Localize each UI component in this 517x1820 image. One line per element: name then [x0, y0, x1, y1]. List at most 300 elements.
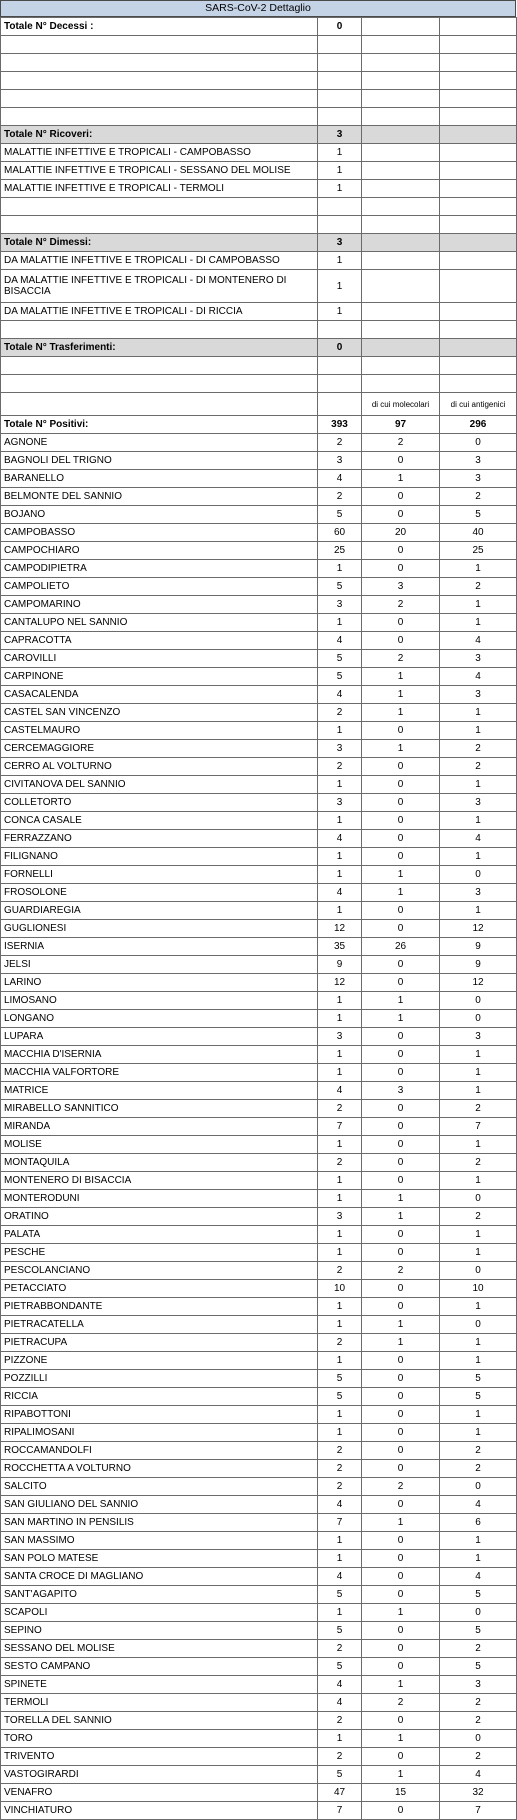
- comune-row: [1, 902, 517, 920]
- comune-antigenici: 12: [440, 920, 517, 938]
- comune-antigenici: 7: [440, 1802, 517, 1820]
- comune-molecolari: 0: [362, 542, 440, 560]
- comune-total: 4: [318, 830, 362, 848]
- empty-cell: [440, 162, 517, 180]
- comune-total: 1: [318, 866, 362, 884]
- comune-name: AGNONE: [1, 434, 318, 452]
- empty-cell: [362, 339, 440, 357]
- comune-row: [1, 1280, 517, 1298]
- comune-molecolari: 0: [362, 1370, 440, 1388]
- positivi-total-value: 393: [318, 416, 362, 434]
- trasferimenti-total-label: Totale N° Trasferimenti:: [1, 339, 318, 357]
- comune-molecolari: 0: [362, 776, 440, 794]
- comune-molecolari: 0: [362, 506, 440, 524]
- comune-name: CIVITANOVA DEL SANNIO: [1, 776, 318, 794]
- comune-total: 7: [318, 1802, 362, 1820]
- decessi-total-value: 0: [318, 18, 362, 36]
- trasferimenti-total-value: 0: [318, 339, 362, 357]
- comune-row: [1, 812, 517, 830]
- empty-cell: [440, 54, 517, 72]
- empty-row: [1, 36, 517, 54]
- empty-cell: [318, 375, 362, 393]
- comune-name: FROSOLONE: [1, 884, 318, 902]
- comune-total: 4: [318, 1496, 362, 1514]
- comune-total: 1: [318, 722, 362, 740]
- comune-total: 3: [318, 1028, 362, 1046]
- comune-row: [1, 542, 517, 560]
- empty-cell: [440, 303, 517, 321]
- comune-name: SEPINO: [1, 1622, 318, 1640]
- comune-molecolari: 0: [362, 1568, 440, 1586]
- comune-total: 1: [318, 992, 362, 1010]
- comune-molecolari: 2: [362, 650, 440, 668]
- comune-molecolari: 0: [362, 812, 440, 830]
- comune-total: 2: [318, 1334, 362, 1352]
- empty-cell: [1, 393, 318, 416]
- comune-antigenici: 3: [440, 1676, 517, 1694]
- comune-total: 9: [318, 956, 362, 974]
- comune-molecolari: 0: [362, 1640, 440, 1658]
- comune-name: CANTALUPO NEL SANNIO: [1, 614, 318, 632]
- comune-row: [1, 1442, 517, 1460]
- comune-antigenici: 12: [440, 974, 517, 992]
- comune-total: 4: [318, 1694, 362, 1712]
- empty-row: [1, 357, 517, 375]
- comune-molecolari: 0: [362, 1496, 440, 1514]
- comune-row: [1, 686, 517, 704]
- comune-name: FORNELLI: [1, 866, 318, 884]
- comune-row: [1, 1154, 517, 1172]
- comune-antigenici: 2: [440, 1460, 517, 1478]
- dimessi-row: [1, 252, 517, 270]
- ricoveri-total-value: 3: [318, 126, 362, 144]
- comune-antigenici: 3: [440, 1028, 517, 1046]
- comune-total: 1: [318, 1730, 362, 1748]
- comune-row: [1, 1352, 517, 1370]
- comune-molecolari: 0: [362, 1244, 440, 1262]
- comune-antigenici: 0: [440, 866, 517, 884]
- comune-total: 2: [318, 704, 362, 722]
- comune-molecolari: 0: [362, 1658, 440, 1676]
- empty-cell: [362, 198, 440, 216]
- comune-row: [1, 488, 517, 506]
- comune-row: [1, 1424, 517, 1442]
- comune-total: 1: [318, 614, 362, 632]
- comune-total: 35: [318, 938, 362, 956]
- comune-total: 1: [318, 560, 362, 578]
- ricoveri-name: MALATTIE INFETTIVE E TROPICALI - CAMPOBASSO: [1, 144, 318, 162]
- empty-cell: [318, 72, 362, 90]
- comune-total: 2: [318, 1478, 362, 1496]
- comune-name: PIETRACATELLA: [1, 1316, 318, 1334]
- comune-molecolari: 0: [362, 722, 440, 740]
- comune-antigenici: 5: [440, 1658, 517, 1676]
- empty-cell: [440, 234, 517, 252]
- comune-name: CAMPODIPIETRA: [1, 560, 318, 578]
- empty-cell: [362, 36, 440, 54]
- comune-antigenici: 1: [440, 1334, 517, 1352]
- comune-molecolari: 0: [362, 452, 440, 470]
- comune-row: [1, 1568, 517, 1586]
- dimessi-total-row: [1, 234, 517, 252]
- comune-total: 4: [318, 686, 362, 704]
- comune-molecolari: 0: [362, 1406, 440, 1424]
- comune-name: MIRABELLO SANNITICO: [1, 1100, 318, 1118]
- comune-row: [1, 1532, 517, 1550]
- comune-antigenici: 1: [440, 1226, 517, 1244]
- comune-name: POZZILLI: [1, 1370, 318, 1388]
- decessi-total-row: [1, 18, 517, 36]
- trasferimenti-total-row: [1, 339, 517, 357]
- comune-name: VASTOGIRARDI: [1, 1766, 318, 1784]
- comune-name: CAPRACOTTA: [1, 632, 318, 650]
- comune-row: [1, 1604, 517, 1622]
- comune-antigenici: 2: [440, 758, 517, 776]
- comune-row: [1, 668, 517, 686]
- comune-row: [1, 1712, 517, 1730]
- comune-total: 2: [318, 1154, 362, 1172]
- comune-antigenici: 9: [440, 956, 517, 974]
- comune-name: PALATA: [1, 1226, 318, 1244]
- comune-total: 1: [318, 1352, 362, 1370]
- empty-row: [1, 375, 517, 393]
- comune-molecolari: 15: [362, 1784, 440, 1802]
- comune-row: [1, 1730, 517, 1748]
- comune-antigenici: 1: [440, 902, 517, 920]
- comune-row: [1, 1316, 517, 1334]
- comune-name: CAMPOBASSO: [1, 524, 318, 542]
- comune-name: RICCIA: [1, 1388, 318, 1406]
- empty-row: [1, 90, 517, 108]
- comune-total: 1: [318, 1136, 362, 1154]
- empty-cell: [440, 375, 517, 393]
- comune-row: [1, 506, 517, 524]
- comune-name: MONTAQUILA: [1, 1154, 318, 1172]
- comune-antigenici: 2: [440, 488, 517, 506]
- comune-molecolari: 0: [362, 1622, 440, 1640]
- empty-cell: [362, 303, 440, 321]
- comune-molecolari: 2: [362, 1478, 440, 1496]
- comune-antigenici: 9: [440, 938, 517, 956]
- comune-total: 1: [318, 1532, 362, 1550]
- comune-antigenici: 2: [440, 1442, 517, 1460]
- empty-cell: [362, 180, 440, 198]
- comune-antigenici: 2: [440, 578, 517, 596]
- dimessi-total-value: 3: [318, 234, 362, 252]
- detail-table: [0, 17, 517, 1820]
- comune-total: 25: [318, 542, 362, 560]
- comune-total: 1: [318, 1046, 362, 1064]
- comune-molecolari: 0: [362, 1460, 440, 1478]
- comune-name: TRIVENTO: [1, 1748, 318, 1766]
- comune-total: 5: [318, 1658, 362, 1676]
- comune-total: 1: [318, 1604, 362, 1622]
- comune-name: MACCHIA D'ISERNIA: [1, 1046, 318, 1064]
- comune-total: 2: [318, 1748, 362, 1766]
- comune-antigenici: 4: [440, 632, 517, 650]
- empty-cell: [440, 72, 517, 90]
- comune-antigenici: 5: [440, 1388, 517, 1406]
- empty-cell: [440, 108, 517, 126]
- comune-antigenici: 2: [440, 1748, 517, 1766]
- comune-molecolari: 0: [362, 1352, 440, 1370]
- comune-row: [1, 434, 517, 452]
- comune-name: TORO: [1, 1730, 318, 1748]
- comune-antigenici: 6: [440, 1514, 517, 1532]
- ricoveri-total-label: Totale N° Ricoveri:: [1, 126, 318, 144]
- comune-row: [1, 794, 517, 812]
- dimessi-name: DA MALATTIE INFETTIVE E TROPICALI - DI CAMPOBASSO: [1, 252, 318, 270]
- comune-name: MIRANDA: [1, 1118, 318, 1136]
- comune-name: CASTELMAURO: [1, 722, 318, 740]
- empty-row: [1, 54, 517, 72]
- comune-total: 5: [318, 650, 362, 668]
- comune-molecolari: 0: [362, 1172, 440, 1190]
- ricoveri-value: 1: [318, 144, 362, 162]
- comune-molecolari: 1: [362, 866, 440, 884]
- comune-total: 5: [318, 1586, 362, 1604]
- comune-name: SPINETE: [1, 1676, 318, 1694]
- comune-antigenici: 1: [440, 1136, 517, 1154]
- comune-name: TORELLA DEL SANNIO: [1, 1712, 318, 1730]
- comune-antigenici: 0: [440, 434, 517, 452]
- comune-antigenici: 2: [440, 740, 517, 758]
- comune-name: CERCEMAGGIORE: [1, 740, 318, 758]
- comune-row: [1, 974, 517, 992]
- comune-molecolari: 1: [362, 1604, 440, 1622]
- comune-row: [1, 1298, 517, 1316]
- comune-name: MOLISE: [1, 1136, 318, 1154]
- comune-total: 10: [318, 1280, 362, 1298]
- comune-molecolari: 1: [362, 992, 440, 1010]
- comune-total: 7: [318, 1118, 362, 1136]
- comune-antigenici: 0: [440, 1262, 517, 1280]
- comune-row: [1, 578, 517, 596]
- comune-name: PIZZONE: [1, 1352, 318, 1370]
- dimessi-name: DA MALATTIE INFETTIVE E TROPICALI - DI RICCIA: [1, 303, 318, 321]
- comune-antigenici: 1: [440, 1424, 517, 1442]
- comune-molecolari: 0: [362, 1532, 440, 1550]
- comune-antigenici: 5: [440, 1586, 517, 1604]
- comune-row: [1, 1028, 517, 1046]
- col-molecolari-header: di cui molecolari: [362, 393, 440, 416]
- comune-name: CAMPOLIETO: [1, 578, 318, 596]
- comune-name: BOJANO: [1, 506, 318, 524]
- comune-name: CASACALENDA: [1, 686, 318, 704]
- comune-name: SAN GIULIANO DEL SANNIO: [1, 1496, 318, 1514]
- comune-antigenici: 4: [440, 668, 517, 686]
- comune-name: SESTO CAMPANO: [1, 1658, 318, 1676]
- empty-cell: [440, 252, 517, 270]
- positivi-total-row: [1, 416, 517, 434]
- comune-molecolari: 0: [362, 1550, 440, 1568]
- dimessi-row: [1, 270, 517, 303]
- comune-total: 4: [318, 1082, 362, 1100]
- comune-antigenici: 1: [440, 1550, 517, 1568]
- comune-row: [1, 1766, 517, 1784]
- comune-antigenici: 0: [440, 992, 517, 1010]
- comune-name: FERRAZZANO: [1, 830, 318, 848]
- comune-antigenici: 1: [440, 812, 517, 830]
- comune-antigenici: 0: [440, 1478, 517, 1496]
- comune-total: 2: [318, 1100, 362, 1118]
- comune-molecolari: 1: [362, 1208, 440, 1226]
- comune-name: CAROVILLI: [1, 650, 318, 668]
- comune-name: CASTEL SAN VINCENZO: [1, 704, 318, 722]
- empty-cell: [362, 270, 440, 303]
- comune-antigenici: 5: [440, 1370, 517, 1388]
- empty-cell: [1, 36, 318, 54]
- empty-cell: [318, 36, 362, 54]
- empty-cell: [1, 54, 318, 72]
- empty-cell: [362, 252, 440, 270]
- empty-cell: [440, 126, 517, 144]
- ricoveri-name: MALATTIE INFETTIVE E TROPICALI - SESSANO DEL MOLISE: [1, 162, 318, 180]
- comune-row: [1, 830, 517, 848]
- comune-molecolari: 2: [362, 596, 440, 614]
- comune-row: [1, 524, 517, 542]
- comune-antigenici: 1: [440, 776, 517, 794]
- comune-row: [1, 1460, 517, 1478]
- comune-molecolari: 1: [362, 1190, 440, 1208]
- comune-row: [1, 452, 517, 470]
- comune-total: 1: [318, 812, 362, 830]
- comune-name: MONTENERO DI BISACCIA: [1, 1172, 318, 1190]
- comune-molecolari: 2: [362, 1262, 440, 1280]
- comune-row: [1, 1046, 517, 1064]
- empty-cell: [440, 90, 517, 108]
- comune-row: [1, 1118, 517, 1136]
- positivi-total-molecolari: 97: [362, 416, 440, 434]
- comune-total: 4: [318, 470, 362, 488]
- comune-molecolari: 1: [362, 1316, 440, 1334]
- empty-row: [1, 72, 517, 90]
- comune-name: SANTA CROCE DI MAGLIANO: [1, 1568, 318, 1586]
- dimessi-name: DA MALATTIE INFETTIVE E TROPICALI - DI MONTENERO DI BISACCIA: [1, 270, 318, 303]
- comune-total: 1: [318, 1316, 362, 1334]
- comune-antigenici: 40: [440, 524, 517, 542]
- comune-total: 1: [318, 1010, 362, 1028]
- comune-name: LUPARA: [1, 1028, 318, 1046]
- comune-antigenici: 0: [440, 1190, 517, 1208]
- comune-molecolari: 0: [362, 1298, 440, 1316]
- empty-cell: [1, 198, 318, 216]
- comune-row: [1, 1388, 517, 1406]
- comune-name: SAN MASSIMO: [1, 1532, 318, 1550]
- comune-antigenici: 2: [440, 1694, 517, 1712]
- comune-name: LIMOSANO: [1, 992, 318, 1010]
- empty-cell: [362, 216, 440, 234]
- comune-total: 4: [318, 632, 362, 650]
- comune-molecolari: 1: [362, 1730, 440, 1748]
- comune-molecolari: 1: [362, 704, 440, 722]
- comune-molecolari: 20: [362, 524, 440, 542]
- empty-cell: [362, 321, 440, 339]
- comune-molecolari: 1: [362, 740, 440, 758]
- empty-cell: [440, 321, 517, 339]
- comune-antigenici: 2: [440, 1640, 517, 1658]
- comune-antigenici: 3: [440, 884, 517, 902]
- empty-cell: [440, 180, 517, 198]
- comune-total: 1: [318, 902, 362, 920]
- comune-row: [1, 866, 517, 884]
- comune-row: [1, 1100, 517, 1118]
- comune-total: 2: [318, 758, 362, 776]
- comune-total: 4: [318, 1568, 362, 1586]
- empty-cell: [1, 108, 318, 126]
- comune-name: BELMONTE DEL SANNIO: [1, 488, 318, 506]
- empty-cell: [318, 357, 362, 375]
- comune-total: 2: [318, 488, 362, 506]
- comune-antigenici: 0: [440, 1730, 517, 1748]
- empty-cell: [362, 234, 440, 252]
- empty-cell: [362, 357, 440, 375]
- comune-molecolari: 1: [362, 1514, 440, 1532]
- comune-row: [1, 1262, 517, 1280]
- dimessi-value: 1: [318, 303, 362, 321]
- comune-molecolari: 26: [362, 938, 440, 956]
- comune-total: 3: [318, 1208, 362, 1226]
- comune-total: 1: [318, 1298, 362, 1316]
- empty-cell: [362, 375, 440, 393]
- comune-name: COLLETORTO: [1, 794, 318, 812]
- empty-cell: [318, 393, 362, 416]
- comune-antigenici: 4: [440, 1766, 517, 1784]
- comune-total: 5: [318, 1622, 362, 1640]
- empty-cell: [362, 144, 440, 162]
- comune-molecolari: 0: [362, 1136, 440, 1154]
- comune-molecolari: 0: [362, 1388, 440, 1406]
- comune-molecolari: 0: [362, 1046, 440, 1064]
- comune-name: CAMPOCHIARO: [1, 542, 318, 560]
- comune-name: SCAPOLI: [1, 1604, 318, 1622]
- comune-row: [1, 1784, 517, 1802]
- comune-molecolari: 0: [362, 794, 440, 812]
- ricoveri-value: 1: [318, 162, 362, 180]
- comune-antigenici: 2: [440, 1154, 517, 1172]
- empty-cell: [1, 216, 318, 234]
- comune-antigenici: 2: [440, 1208, 517, 1226]
- comune-molecolari: 0: [362, 956, 440, 974]
- comune-antigenici: 1: [440, 1298, 517, 1316]
- comune-molecolari: 0: [362, 920, 440, 938]
- comune-total: 5: [318, 506, 362, 524]
- comune-row: [1, 1136, 517, 1154]
- comune-name: SAN MARTINO IN PENSILIS: [1, 1514, 318, 1532]
- empty-cell: [318, 321, 362, 339]
- empty-cell: [440, 36, 517, 54]
- comune-antigenici: 3: [440, 794, 517, 812]
- comune-antigenici: 1: [440, 1532, 517, 1550]
- ricoveri-value: 1: [318, 180, 362, 198]
- comune-row: [1, 758, 517, 776]
- comune-name: GUGLIONESI: [1, 920, 318, 938]
- comune-total: 1: [318, 1064, 362, 1082]
- empty-cell: [1, 375, 318, 393]
- comune-molecolari: 0: [362, 1802, 440, 1820]
- comune-row: [1, 1694, 517, 1712]
- comune-antigenici: 1: [440, 1064, 517, 1082]
- empty-cell: [362, 108, 440, 126]
- comune-molecolari: 0: [362, 1442, 440, 1460]
- comune-row: [1, 1082, 517, 1100]
- positivi-total-label: Totale N° Positivi:: [1, 416, 318, 434]
- comune-row: [1, 920, 517, 938]
- comune-antigenici: 1: [440, 1082, 517, 1100]
- comune-row: [1, 650, 517, 668]
- comune-molecolari: 1: [362, 1334, 440, 1352]
- comune-total: 5: [318, 578, 362, 596]
